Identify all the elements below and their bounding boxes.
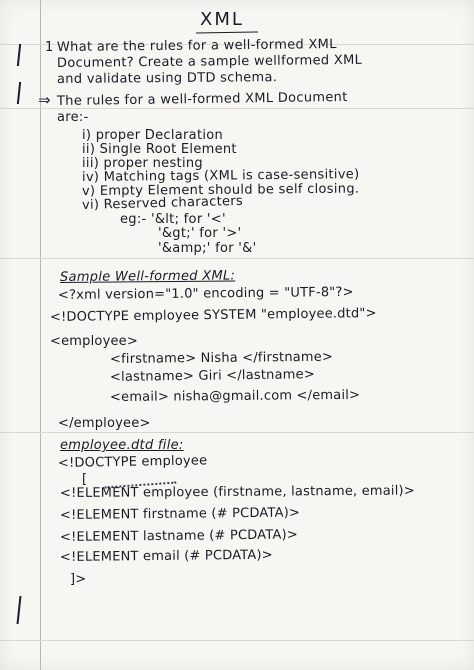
question-line: What are the rules for a well-formed XML — [56, 37, 337, 55]
ruled-line — [0, 258, 474, 259]
dtd-line: <!ELEMENT employee (firstname, lastname, email)> — [59, 483, 415, 501]
code-line: <?xml version="1.0" encoding = "UTF-8"?> — [57, 284, 354, 303]
ruled-line — [0, 640, 474, 641]
margin-tick-mark — [17, 596, 22, 624]
ruled-line — [0, 432, 474, 433]
margin-tick-mark — [17, 44, 21, 66]
margin-tick-mark — [17, 82, 21, 104]
page-title: XML — [200, 9, 244, 30]
dtd-line: <!ELEMENT lastname (# PCDATA)> — [59, 527, 298, 545]
rule-item: ii) Single Root Element — [82, 142, 237, 157]
dtd-line: <!ELEMENT email (# PCDATA)> — [59, 547, 273, 565]
code-line: </employee> — [58, 416, 151, 431]
answer-intro-line: are:- — [57, 110, 89, 125]
rule-item: iii) proper nesting — [82, 156, 203, 171]
code-line: <firstname> Nisha </firstname> — [109, 349, 334, 367]
answer-intro-line: The rules for a well-formed XML Document — [56, 89, 348, 109]
answer-arrow-icon: ⇒ — [38, 91, 51, 109]
rule-item: iv) Matching tags (XML is case-sensitive) — [81, 167, 360, 185]
code-line: <lastname> Giri </lastname> — [109, 367, 315, 385]
dtd-heading: employee.dtd file: — [60, 438, 184, 453]
reserved-char-example: '&gt;' for '>' — [158, 226, 242, 241]
rule-item: i) proper Declaration — [82, 128, 224, 143]
reserved-char-example: eg:- '&lt; for '<' — [120, 212, 226, 227]
title-underline — [196, 31, 258, 33]
dtd-line: <!ELEMENT firstname (# PCDATA)> — [59, 505, 301, 523]
dtd-line: ]> — [70, 572, 87, 587]
sample-heading: Sample Well-formed XML: — [59, 268, 236, 285]
code-line: <email> nisha@gmail.com </email> — [109, 387, 361, 405]
dtd-line: [ — [82, 472, 88, 487]
rule-item: v) Empty Element should be self closing. — [81, 181, 360, 199]
question-number: 1 — [45, 40, 54, 55]
question-line: and validate using DTD schema. — [56, 70, 278, 87]
code-line: <employee> — [50, 334, 138, 349]
dtd-line: <!DOCTYPE employee — [57, 453, 208, 471]
question-line: Document? Create a sample wellformed XML — [56, 52, 363, 71]
code-line: <!DOCTYPE employee SYSTEM "employee.dtd"> — [49, 306, 377, 325]
reserved-char-example: '&amp;' for '&' — [158, 241, 257, 256]
rule-item: vi) Reserved characters — [81, 193, 244, 213]
